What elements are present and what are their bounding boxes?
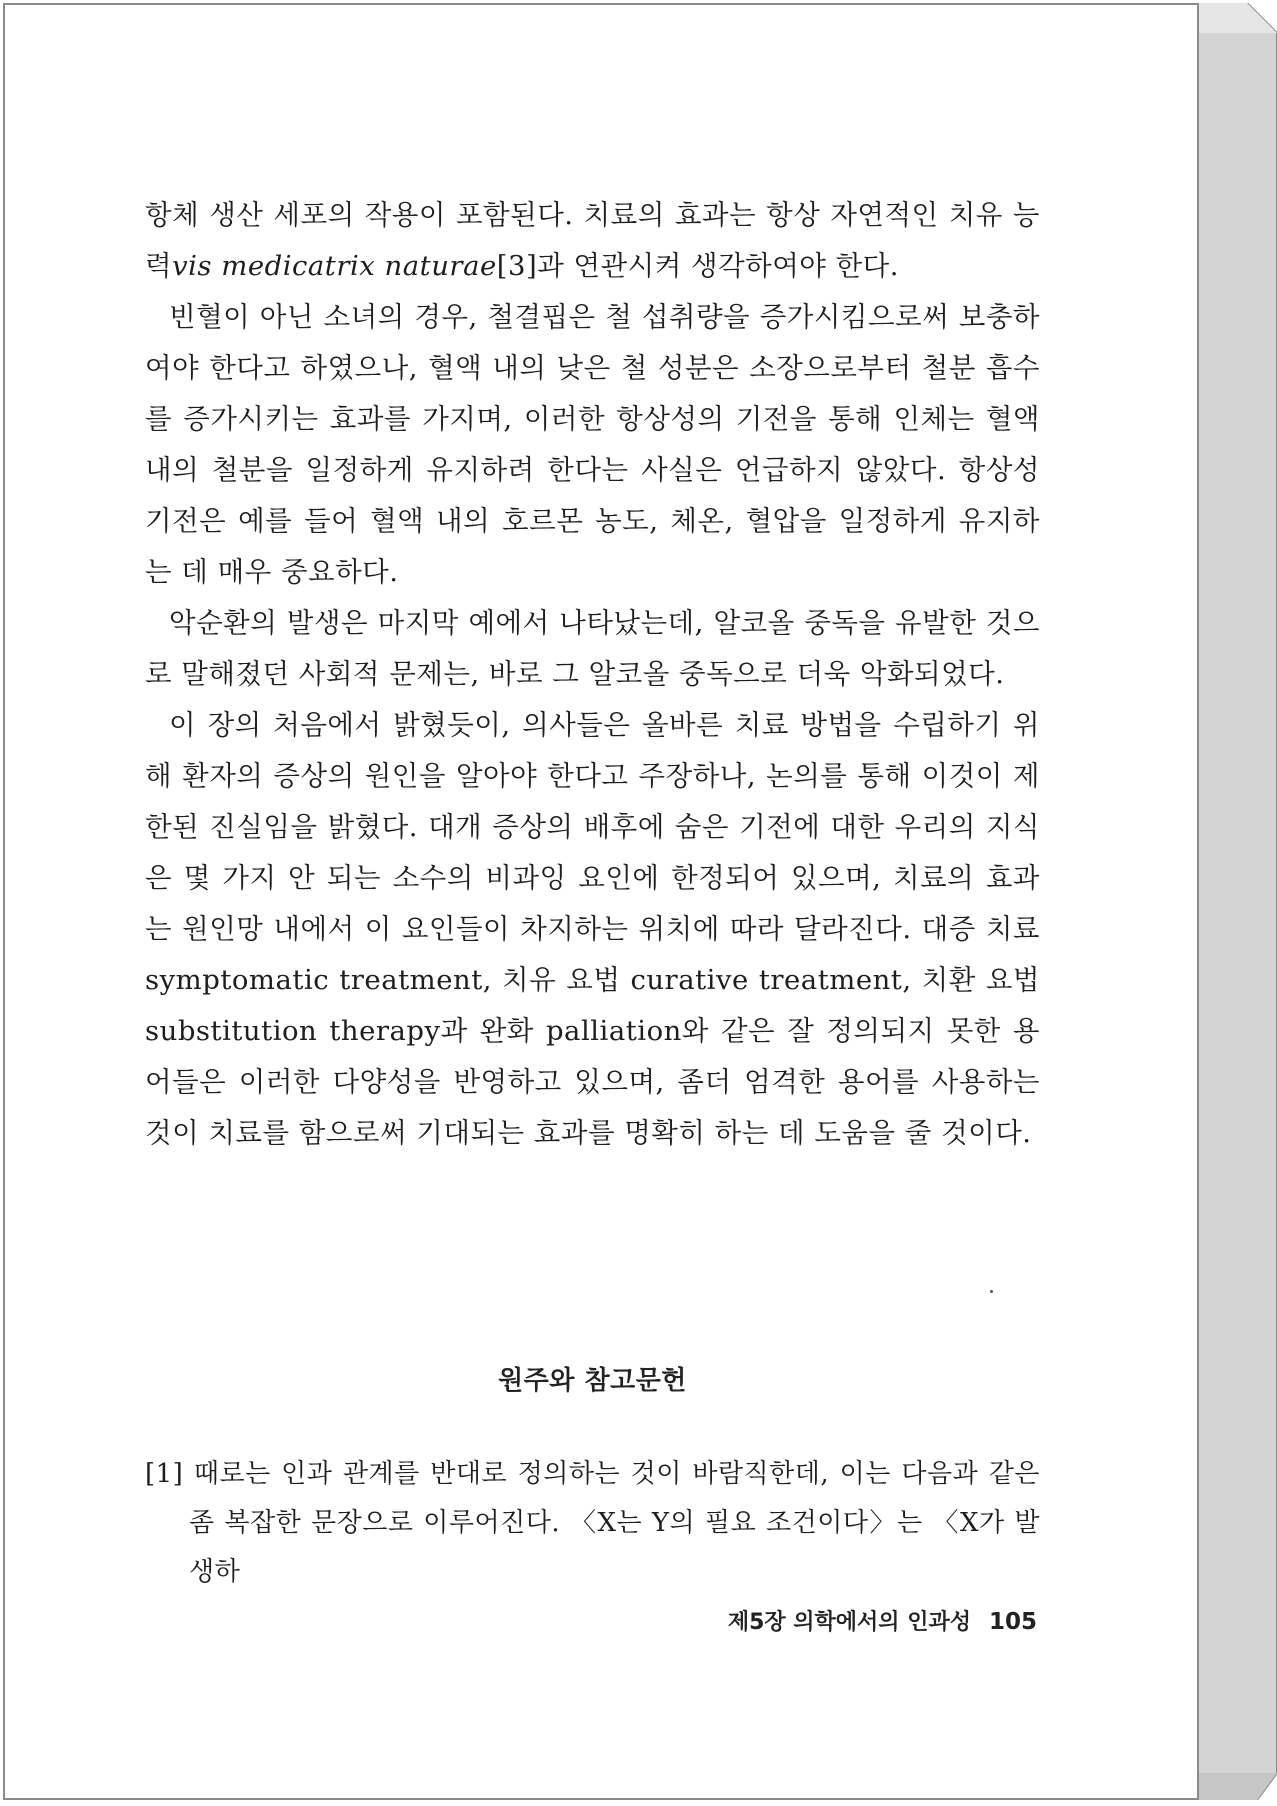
main-text: [145, 190, 1040, 1159]
stray-dot: [990, 1290, 993, 1293]
paragraph-3: 악순환의 발생은 마지막 예에서 나타났는데, 알코올 중독을 유발한 것으로 말해졌던 사회적 문제는, 바로 그 알코올 중독으로 더욱 악화되었다.: [145, 607, 1040, 690]
paragraph-1-after: [3]과 연관시켜 생각하여야 한다.: [496, 250, 899, 282]
chapter-title: 제5장 의학에서의 인과성: [727, 1610, 971, 1635]
page-number: 105: [988, 1609, 1037, 1635]
paragraph-1: [145, 190, 1040, 292]
page-edge: [1197, 3, 1277, 1800]
section-title: 원주와 참고문헌: [498, 1366, 687, 1396]
notes: [145, 1450, 1040, 1597]
paragraph-4: 이 장의 처음에서 밝혔듯이, 의사들은 올바른 치료 방법을 수립하기 위해 환자의 증상의 원인을 알아야 한다고 주장하나, 논의를 통해 이것이 제한된 진실임을 밝혔다. 대개 증상의 배후에 숨은 기전에 대한 우리의 지식은 몇 가지 안 되는 소수의 비과잉 요인에 한정되어 있으며, 치료의 효과는 원인망 내에서 이 요인들이 차지하는 위치에 따라 달라진다. 대증 치료 symptomatic treatment, 치유 요법 curative treatment, 치환 요법 substitution therapy과 완화 palliation와 같은 잘 정의되지 못한 용어들은 이러한 다양성을 반영하고 있으며, 좀더 엄격한 용어를 사용하는 것이 치료를 함으로써 기대되는 효과를 명확히 하는 데 도움을 줄 것이다.: [145, 709, 1040, 1149]
paragraph-1-before: 항체 생산 세포의 작용이 포함된다. 치료의 효과는 항상 자연적인 치유 능력: [145, 199, 1040, 282]
latin-term: vis medicatrix naturae: [172, 250, 497, 282]
paragraph-2: 빈혈이 아닌 소녀의 경우, 철결핍은 철 섭취량을 증가시킴으로써 보충하여야 한다고 하였으나, 혈액 내의 낮은 철 성분은 소장으로부터 철분 흡수를 증가시키는 효과를 가지며, 이러한 항상성의 기전을 통해 인체는 혈액 내의 철분을 일정하게 유지하려 한다는 사실은 언급하지 않았다. 항상성 기전은 예를 들어 혈액 내의 호르몬 농도, 체온, 혈압을 일정하게 유지하는 데 매우 중요하다.: [145, 301, 1040, 588]
note-1: [1] 때로는 인과 관계를 반대로 정의하는 것이 바람직한데, 이는 다음과 같은 좀 복잡한 문장으로 이루어진다. 〈X는 Y의 필요 조건이다〉는 〈X가 발생하: [145, 1459, 1040, 1587]
running-footer: [728, 1605, 1037, 1636]
